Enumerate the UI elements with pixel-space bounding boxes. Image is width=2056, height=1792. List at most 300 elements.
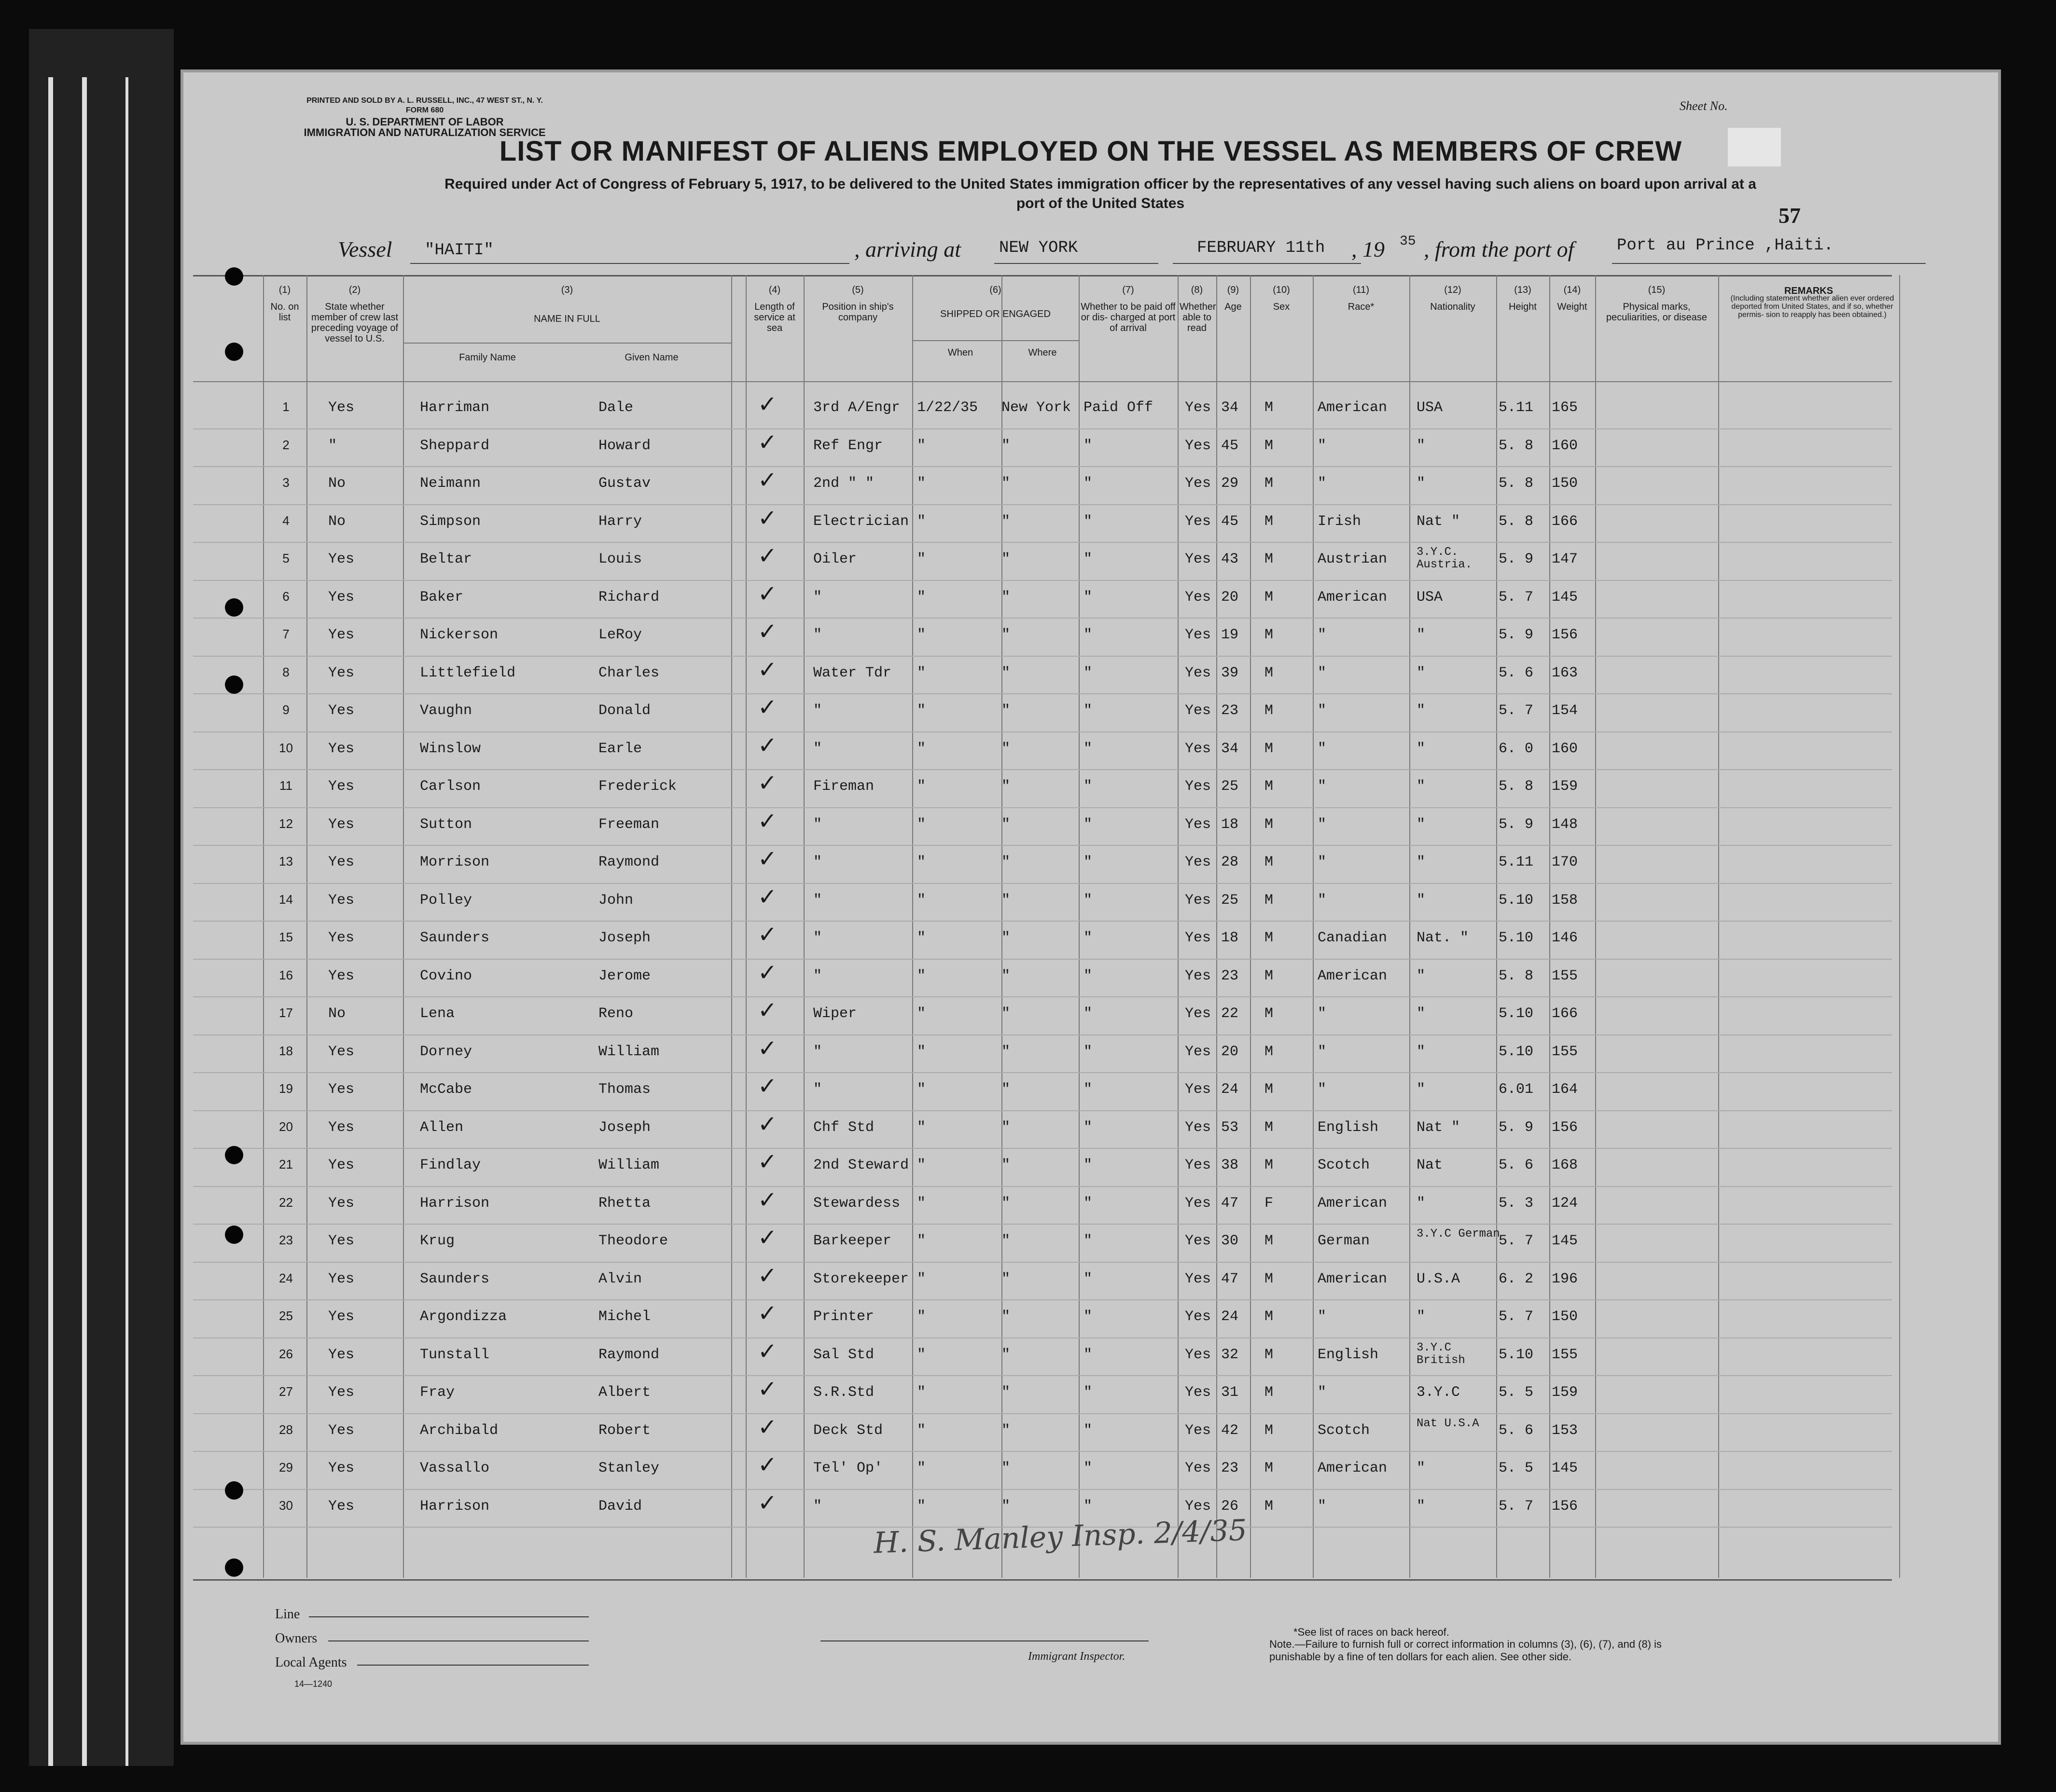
shipped-where: " bbox=[1001, 1157, 1011, 1173]
family-name: Lena bbox=[420, 1006, 455, 1022]
shipped-when: " bbox=[917, 740, 926, 757]
weight: 147 bbox=[1552, 551, 1578, 567]
weight: 160 bbox=[1552, 740, 1578, 757]
able-to-read: Yes bbox=[1185, 740, 1211, 757]
position: " bbox=[813, 703, 822, 719]
shipped-where: " bbox=[1001, 816, 1011, 833]
nationality: 3.Y.C bbox=[1417, 1384, 1460, 1401]
departure-port: Port au Prince ,Haiti. bbox=[1617, 236, 1834, 255]
able-to-read: Yes bbox=[1185, 513, 1211, 530]
paid-off: " bbox=[1084, 967, 1093, 984]
given-name: Donald bbox=[598, 703, 651, 719]
paid-off: " bbox=[1084, 816, 1093, 833]
shipped-where: " bbox=[1001, 437, 1011, 454]
paid-off: " bbox=[1084, 1119, 1093, 1136]
paid-off: " bbox=[1084, 1081, 1093, 1098]
position: Wiper bbox=[813, 1006, 857, 1022]
able-to-read: Yes bbox=[1185, 1346, 1211, 1363]
column-label: NAME IN FULL bbox=[534, 314, 600, 324]
height: 5. 9 bbox=[1499, 627, 1534, 643]
weight: 160 bbox=[1552, 437, 1578, 454]
race: " bbox=[1318, 1384, 1327, 1401]
table-row bbox=[183, 1224, 1998, 1262]
service-check-mark: ✓ bbox=[758, 504, 778, 532]
column-label: REMARKS bbox=[1784, 286, 1834, 296]
paid-off: " bbox=[1084, 1346, 1093, 1363]
able-to-read: Yes bbox=[1185, 1270, 1211, 1287]
age: 25 bbox=[1221, 778, 1239, 795]
able-to-read: Yes bbox=[1185, 1233, 1211, 1249]
shipped-when: " bbox=[917, 816, 926, 833]
vessel-name: "HAITI" bbox=[425, 241, 494, 260]
given-name: Harry bbox=[598, 513, 642, 530]
nationality: Nat bbox=[1417, 1157, 1443, 1173]
shipped-when: " bbox=[917, 475, 926, 492]
shipped-when: " bbox=[917, 778, 926, 795]
family-name: Vaughn bbox=[420, 703, 472, 719]
height: 5. 7 bbox=[1499, 589, 1534, 606]
service-check-mark: ✓ bbox=[758, 467, 778, 494]
shipped-where: " bbox=[1001, 703, 1011, 719]
able-to-read: Yes bbox=[1185, 1498, 1211, 1515]
service-check-mark: ✓ bbox=[758, 1186, 778, 1213]
form-number: FORM 680 bbox=[405, 106, 444, 114]
position: S.R.Std bbox=[813, 1384, 875, 1401]
nationality: " bbox=[1417, 816, 1426, 833]
shipped-where: " bbox=[1001, 740, 1011, 757]
nationality: " bbox=[1417, 1460, 1426, 1476]
sex: M bbox=[1264, 1346, 1274, 1363]
nationality: " bbox=[1417, 740, 1426, 757]
service-check-mark: ✓ bbox=[758, 1376, 778, 1403]
table-row bbox=[183, 1451, 1998, 1489]
service-check-mark: ✓ bbox=[758, 807, 778, 835]
position: Fireman bbox=[813, 778, 875, 795]
weight: 150 bbox=[1552, 475, 1578, 492]
given-name: Joseph bbox=[598, 930, 651, 946]
weight: 170 bbox=[1552, 854, 1578, 870]
height: 5.10 bbox=[1499, 1346, 1534, 1363]
service-check-mark: ✓ bbox=[758, 1300, 778, 1327]
height: 6. 2 bbox=[1499, 1270, 1534, 1287]
service-check-mark: ✓ bbox=[758, 845, 778, 872]
previous-voyage: Yes bbox=[328, 1346, 355, 1363]
sex: M bbox=[1264, 513, 1274, 530]
height: 5. 7 bbox=[1499, 1309, 1534, 1325]
family-name: Morrison bbox=[420, 854, 490, 870]
penalty-note: Note.—Failure to furnish full or correct information in columns (3), (6), (7), and (8) is punishable by a fine of ten dollars for each alien. See other side. bbox=[1269, 1638, 1662, 1663]
shipped-when: " bbox=[917, 854, 926, 870]
row-number: 30 bbox=[279, 1498, 293, 1513]
column-number: (10) bbox=[1273, 285, 1290, 295]
column-number: (6) bbox=[989, 285, 1001, 295]
family-name-header: Family Name bbox=[459, 352, 516, 363]
race: Scotch bbox=[1318, 1422, 1370, 1439]
row-number: 9 bbox=[282, 703, 290, 717]
age: 23 bbox=[1221, 703, 1239, 719]
shipped-where: " bbox=[1001, 930, 1011, 946]
weight: 158 bbox=[1552, 892, 1578, 909]
paid-off: " bbox=[1084, 930, 1093, 946]
position: " bbox=[813, 892, 822, 909]
able-to-read: Yes bbox=[1185, 892, 1211, 909]
race: American bbox=[1318, 1195, 1388, 1212]
column-number: (13) bbox=[1514, 285, 1531, 295]
sex: M bbox=[1264, 1043, 1274, 1060]
service-check-mark: ✓ bbox=[758, 656, 778, 683]
paid-off: " bbox=[1084, 551, 1093, 567]
shipped-where: " bbox=[1001, 664, 1011, 681]
race: Austrian bbox=[1318, 551, 1388, 567]
table-row bbox=[183, 1414, 1998, 1452]
column-number: (2) bbox=[348, 285, 361, 295]
row-number: 8 bbox=[282, 664, 290, 679]
sex: M bbox=[1264, 1498, 1274, 1515]
position: Barkeeper bbox=[813, 1233, 892, 1249]
service-check-mark: ✓ bbox=[758, 618, 778, 645]
line-label: Line bbox=[275, 1607, 300, 1622]
nationality: " bbox=[1417, 703, 1426, 719]
position: Stewardess bbox=[813, 1195, 901, 1212]
age: 34 bbox=[1221, 400, 1239, 416]
row-number: 19 bbox=[279, 1081, 293, 1096]
from-label: , from the port of bbox=[1424, 237, 1574, 262]
able-to-read: Yes bbox=[1185, 1119, 1211, 1136]
row-number: 21 bbox=[279, 1157, 293, 1172]
shipped-when: " bbox=[917, 1498, 926, 1515]
shipped-when: " bbox=[917, 967, 926, 984]
able-to-read: Yes bbox=[1185, 589, 1211, 606]
shipped-where: " bbox=[1001, 475, 1011, 492]
position: Deck Std bbox=[813, 1422, 883, 1439]
shipped-where: " bbox=[1001, 589, 1011, 606]
height: 5. 7 bbox=[1499, 1498, 1534, 1515]
shipped-where: " bbox=[1001, 551, 1011, 567]
previous-voyage: Yes bbox=[328, 892, 355, 909]
column-label: Age bbox=[1224, 302, 1242, 312]
nationality: 3.Y.C. Austria. bbox=[1417, 546, 1473, 571]
shipped-when: " bbox=[917, 1460, 926, 1476]
nationality: Nat U.S.A bbox=[1417, 1417, 1479, 1430]
age: 38 bbox=[1221, 1157, 1239, 1173]
table-row bbox=[183, 845, 1998, 883]
service-check-mark: ✓ bbox=[758, 391, 778, 418]
position: Storekeeper bbox=[813, 1270, 909, 1287]
table-row bbox=[183, 732, 1998, 770]
local-agents-label: Local Agents bbox=[275, 1655, 347, 1670]
weight: 156 bbox=[1552, 1119, 1578, 1136]
previous-voyage: Yes bbox=[328, 1233, 355, 1249]
table-row bbox=[183, 808, 1998, 846]
given-name: Earle bbox=[598, 740, 642, 757]
sex: M bbox=[1264, 1270, 1274, 1287]
sex: M bbox=[1264, 967, 1274, 984]
position: Sal Std bbox=[813, 1346, 875, 1363]
race: " bbox=[1318, 1043, 1327, 1060]
age: 45 bbox=[1221, 437, 1239, 454]
height: 5. 8 bbox=[1499, 475, 1534, 492]
column-number: (9) bbox=[1227, 285, 1239, 295]
previous-voyage: Yes bbox=[328, 589, 355, 606]
family-name: Polley bbox=[420, 892, 472, 909]
service-check-mark: ✓ bbox=[758, 1110, 778, 1138]
header-rule bbox=[193, 381, 1892, 382]
given-name: John bbox=[598, 892, 634, 909]
previous-voyage: Yes bbox=[328, 1270, 355, 1287]
given-name: Gustav bbox=[598, 475, 651, 492]
given-name: Frederick bbox=[598, 778, 677, 795]
able-to-read: Yes bbox=[1185, 1006, 1211, 1022]
rule bbox=[328, 1640, 589, 1641]
nationality: 3.Y.C British bbox=[1417, 1341, 1465, 1367]
sex: M bbox=[1264, 1422, 1274, 1439]
paid-off: " bbox=[1084, 892, 1093, 909]
position: " bbox=[813, 740, 822, 757]
paid-off: " bbox=[1084, 1460, 1093, 1476]
race: " bbox=[1318, 1498, 1327, 1515]
position: " bbox=[813, 854, 822, 870]
paid-off: " bbox=[1084, 589, 1093, 606]
sex: M bbox=[1264, 892, 1274, 909]
punch-hole bbox=[225, 598, 243, 617]
age: 18 bbox=[1221, 930, 1239, 946]
family-name: Dorney bbox=[420, 1043, 472, 1060]
row-number: 26 bbox=[279, 1346, 293, 1361]
position: Ref Engr bbox=[813, 437, 883, 454]
given-name: Raymond bbox=[598, 1346, 660, 1363]
given-name: Freeman bbox=[598, 816, 660, 833]
nationality: " bbox=[1417, 664, 1426, 681]
paid-off: " bbox=[1084, 1270, 1093, 1287]
printer-line: PRINTED AND SOLD BY A. L. RUSSELL, INC., 47 WEST ST., N. Y. bbox=[306, 96, 543, 105]
position: " bbox=[813, 1081, 822, 1098]
given-name: Alvin bbox=[598, 1270, 642, 1287]
able-to-read: Yes bbox=[1185, 400, 1211, 416]
family-name: Tunstall bbox=[420, 1346, 490, 1363]
family-name: Harrison bbox=[420, 1498, 490, 1515]
age: 30 bbox=[1221, 1233, 1239, 1249]
sex: M bbox=[1264, 778, 1274, 795]
column-number: (8) bbox=[1191, 285, 1203, 295]
height: 5. 8 bbox=[1499, 967, 1534, 984]
race: " bbox=[1318, 740, 1327, 757]
shipped-where: " bbox=[1001, 1119, 1011, 1136]
nationality: USA bbox=[1417, 589, 1443, 606]
height: 6. 0 bbox=[1499, 740, 1534, 757]
table-row bbox=[183, 921, 1998, 959]
weight: 168 bbox=[1552, 1157, 1578, 1173]
family-name: Winslow bbox=[420, 740, 481, 757]
race: Irish bbox=[1318, 513, 1361, 530]
family-name: Carlson bbox=[420, 778, 481, 795]
race: " bbox=[1318, 627, 1327, 643]
family-name: Sheppard bbox=[420, 437, 490, 454]
row-number: 12 bbox=[279, 816, 293, 831]
position: Electrician bbox=[813, 513, 909, 530]
position: " bbox=[813, 589, 822, 606]
nationality: " bbox=[1417, 892, 1426, 909]
position: Water Tdr bbox=[813, 664, 892, 681]
column-label: Whether to be paid off or dis- charged at port of arrival bbox=[1081, 302, 1176, 333]
previous-voyage: Yes bbox=[328, 778, 355, 795]
race: American bbox=[1318, 400, 1388, 416]
given-name: Joseph bbox=[598, 1119, 651, 1136]
able-to-read: Yes bbox=[1185, 1309, 1211, 1325]
previous-voyage: Yes bbox=[328, 1498, 355, 1515]
shipped-where: " bbox=[1001, 1460, 1011, 1476]
row-number: 13 bbox=[279, 854, 293, 868]
family-name: Neimann bbox=[420, 475, 481, 492]
height: 5.10 bbox=[1499, 892, 1534, 909]
sex: M bbox=[1264, 703, 1274, 719]
shipped-when: " bbox=[917, 1006, 926, 1022]
able-to-read: Yes bbox=[1185, 703, 1211, 719]
shipped-when: " bbox=[917, 930, 926, 946]
weight: 148 bbox=[1552, 816, 1578, 833]
nationality: " bbox=[1417, 1195, 1426, 1212]
table-row bbox=[183, 1148, 1998, 1186]
able-to-read: Yes bbox=[1185, 627, 1211, 643]
table-row bbox=[183, 542, 1998, 580]
sex: M bbox=[1264, 1081, 1274, 1098]
height: 5. 8 bbox=[1499, 437, 1534, 454]
previous-voyage: " bbox=[328, 437, 337, 454]
weight: 166 bbox=[1552, 1006, 1578, 1022]
age: 20 bbox=[1221, 1043, 1239, 1060]
given-name: Michel bbox=[598, 1309, 651, 1325]
row-number: 4 bbox=[282, 513, 290, 528]
position: " bbox=[813, 967, 822, 984]
previous-voyage: Yes bbox=[328, 627, 355, 643]
nationality: Nat " bbox=[1417, 513, 1460, 530]
shipped-when: " bbox=[917, 1043, 926, 1060]
paid-off: " bbox=[1084, 740, 1093, 757]
service-check-mark: ✓ bbox=[758, 921, 778, 948]
height: 5.11 bbox=[1499, 400, 1534, 416]
previous-voyage: Yes bbox=[328, 1384, 355, 1401]
service-check-mark: ✓ bbox=[758, 1451, 778, 1478]
shipped-when: " bbox=[917, 1157, 926, 1173]
height: 5. 5 bbox=[1499, 1460, 1534, 1476]
column-label: Race* bbox=[1348, 302, 1375, 312]
row-number: 6 bbox=[282, 589, 290, 604]
position: " bbox=[813, 816, 822, 833]
table-row bbox=[183, 1338, 1998, 1376]
nationality: " bbox=[1417, 627, 1426, 643]
position: " bbox=[813, 627, 822, 643]
height: 5. 6 bbox=[1499, 664, 1534, 681]
weight: 145 bbox=[1552, 589, 1578, 606]
row-number: 7 bbox=[282, 627, 290, 641]
height: 5. 5 bbox=[1499, 1384, 1534, 1401]
shipped-when: " bbox=[917, 1346, 926, 1363]
weight: 145 bbox=[1552, 1233, 1578, 1249]
family-name: Allen bbox=[420, 1119, 464, 1136]
table-row bbox=[183, 1186, 1998, 1225]
row-number: 2 bbox=[282, 437, 290, 452]
age: 32 bbox=[1221, 1346, 1239, 1363]
height: 5. 8 bbox=[1499, 513, 1534, 530]
row-number: 16 bbox=[279, 967, 293, 982]
weight: 163 bbox=[1552, 664, 1578, 681]
height: 5. 7 bbox=[1499, 1233, 1534, 1249]
paid-off: " bbox=[1084, 1422, 1093, 1439]
nationality: Nat. " bbox=[1417, 930, 1469, 946]
sex: M bbox=[1264, 589, 1274, 606]
binder-edge bbox=[29, 29, 174, 1766]
shipped-when: " bbox=[917, 1270, 926, 1287]
table-row bbox=[183, 1300, 1998, 1338]
given-name: Jerome bbox=[598, 967, 651, 984]
able-to-read: Yes bbox=[1185, 778, 1211, 795]
race: American bbox=[1318, 1270, 1388, 1287]
weight: 145 bbox=[1552, 1460, 1578, 1476]
column-number: (1) bbox=[278, 285, 291, 295]
row-number: 18 bbox=[279, 1043, 293, 1058]
paid-off: " bbox=[1084, 513, 1093, 530]
family-name: Sutton bbox=[420, 816, 472, 833]
previous-voyage: Yes bbox=[328, 740, 355, 757]
row-number: 25 bbox=[279, 1309, 293, 1323]
nationality: " bbox=[1417, 1498, 1426, 1515]
weight: 124 bbox=[1552, 1195, 1578, 1212]
row-number: 17 bbox=[279, 1006, 293, 1020]
weight: 155 bbox=[1552, 967, 1578, 984]
arriving-label: , arriving at bbox=[854, 237, 961, 262]
sex: M bbox=[1264, 551, 1274, 567]
family-name: Baker bbox=[420, 589, 464, 606]
paid-off: " bbox=[1084, 1309, 1093, 1325]
age: 26 bbox=[1221, 1498, 1239, 1515]
family-name: Krug bbox=[420, 1233, 455, 1249]
service-check-mark: ✓ bbox=[758, 580, 778, 607]
race: " bbox=[1318, 475, 1327, 492]
punch-hole bbox=[225, 1558, 243, 1577]
punch-hole bbox=[225, 1146, 243, 1164]
family-name: Fray bbox=[420, 1384, 455, 1401]
given-name: Louis bbox=[598, 551, 642, 567]
age: 25 bbox=[1221, 892, 1239, 909]
height: 6.01 bbox=[1499, 1081, 1534, 1098]
age: 19 bbox=[1221, 627, 1239, 643]
sex: F bbox=[1264, 1195, 1274, 1212]
height: 5. 9 bbox=[1499, 1119, 1534, 1136]
arrival-port: NEW YORK bbox=[999, 239, 1078, 257]
shipped-when: " bbox=[917, 1081, 926, 1098]
able-to-read: Yes bbox=[1185, 1384, 1211, 1401]
service-check-mark: ✓ bbox=[758, 1262, 778, 1289]
where-header: Where bbox=[1028, 347, 1057, 358]
paid-off: " bbox=[1084, 1195, 1093, 1212]
paid-off: " bbox=[1084, 1006, 1093, 1022]
shipped-where: New York bbox=[1001, 400, 1071, 416]
able-to-read: Yes bbox=[1185, 664, 1211, 681]
rule bbox=[820, 1640, 1149, 1641]
paid-off: " bbox=[1084, 664, 1093, 681]
header-rule bbox=[403, 343, 731, 344]
race: English bbox=[1318, 1346, 1379, 1363]
paid-off: " bbox=[1084, 778, 1093, 795]
previous-voyage: No bbox=[328, 475, 346, 492]
previous-voyage: Yes bbox=[328, 1081, 355, 1098]
age: 45 bbox=[1221, 513, 1239, 530]
service-check-mark: ✓ bbox=[758, 1073, 778, 1100]
column-label: Weight bbox=[1557, 302, 1587, 312]
race: American bbox=[1318, 967, 1388, 984]
sex: M bbox=[1264, 816, 1274, 833]
race: " bbox=[1318, 437, 1327, 454]
column-number: (4) bbox=[768, 285, 781, 295]
